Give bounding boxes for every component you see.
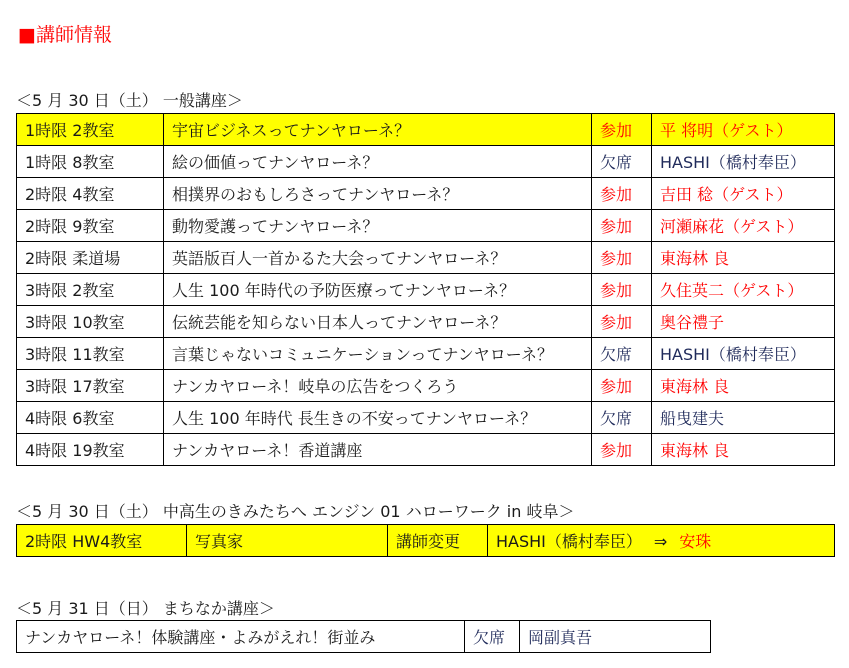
- teacher-after: 安珠: [679, 532, 712, 551]
- cell-time: 3時限 10教室: [17, 306, 164, 338]
- cell-teacher: 河瀬麻花（ゲスト）: [652, 210, 835, 242]
- table-row: [17, 434, 835, 466]
- cell-time: 3時限 17教室: [17, 370, 164, 402]
- table-row: [17, 274, 835, 306]
- cell-title: 言葉じゃないコミュニケーションってナンヤローネ？: [164, 338, 592, 370]
- cell-time: 2時限 4教室: [17, 178, 164, 210]
- arrow-icon: ⇒: [653, 532, 668, 551]
- cell-title: 英語版百人一首かるた大会ってナンヤローネ？: [164, 242, 592, 274]
- cell-teacher: 平 将明（ゲスト）: [652, 114, 835, 146]
- cell-status: 参加: [592, 210, 652, 242]
- cell-status: 欠席: [592, 402, 652, 434]
- cell-status: 参加: [592, 306, 652, 338]
- cell-status: 参加: [592, 242, 652, 274]
- section-heading-hellowork: ＜5 月 30 日（土） 中高生のきみたちへ エンジン 01 ハローワーク in 岐阜＞: [16, 502, 575, 521]
- cell-time: 2時限 9教室: [17, 210, 164, 242]
- cell-title: ナンカヤローネ！岐阜の広告をつくろう: [164, 370, 592, 402]
- table-row: [17, 338, 835, 370]
- cell-title: ナンカヤローネ！体験講座・よみがえれ！街並み: [17, 621, 465, 653]
- cell-teacher: 岡副真吾: [520, 621, 711, 653]
- cell-title: ナンカヤローネ！香道講座: [164, 434, 592, 466]
- cell-status: 参加: [592, 434, 652, 466]
- cell-time: 4時限 19教室: [17, 434, 164, 466]
- cell-title: 動物愛護ってナンヤローネ？: [164, 210, 592, 242]
- cell-teacher: HASHI（橋村奉臣）: [652, 146, 835, 178]
- cell-status: 欠席: [465, 621, 520, 653]
- cell-time: 1時限 2教室: [17, 114, 164, 146]
- table-row: [17, 146, 835, 178]
- cell-time: 2時限 HW4教室: [17, 525, 187, 557]
- cell-time: 4時限 6教室: [17, 402, 164, 434]
- table-row: [17, 178, 835, 210]
- cell-teacher: 東海林 良: [652, 434, 835, 466]
- table-row: [17, 525, 835, 557]
- cell-title: 伝統芸能を知らない日本人ってナンヤローネ？: [164, 306, 592, 338]
- cell-status: 参加: [592, 274, 652, 306]
- cell-time: 3時限 2教室: [17, 274, 164, 306]
- cell-title: 相撲界のおもしろさってナンヤローネ？: [164, 178, 592, 210]
- cell-title: 絵の価値ってナンヤローネ？: [164, 146, 592, 178]
- cell-time: 1時限 8教室: [17, 146, 164, 178]
- cell-status: 参加: [592, 114, 652, 146]
- cell-status: 欠席: [592, 146, 652, 178]
- cell-teacher: 船曳建夫: [652, 402, 835, 434]
- cell-title: 宇宙ビジネスってナンヤローネ？: [164, 114, 592, 146]
- section-heading-machinaka: ＜5 月 31 日（日） まちなか講座＞: [16, 599, 275, 618]
- section-heading-general: ＜5 月 30 日（土） 一般講座＞: [16, 91, 243, 110]
- cell-teacher: 久住英二（ゲスト）: [652, 274, 835, 306]
- cell-time: 3時限 11教室: [17, 338, 164, 370]
- hellowork-table: [16, 524, 835, 557]
- cell-title: 人生 100 年時代の予防医療ってナンヤローネ？: [164, 274, 592, 306]
- cell-status: 講師変更: [388, 525, 488, 557]
- table-row: [17, 402, 835, 434]
- table-row: [17, 210, 835, 242]
- machinaka-table: [16, 620, 711, 653]
- cell-teacher: HASHI（橋村奉臣）: [652, 338, 835, 370]
- cell-status: 参加: [592, 178, 652, 210]
- general-lecture-table: [16, 113, 835, 466]
- cell-teacher: 東海林 良: [652, 242, 835, 274]
- cell-title: 人生 100 年時代 長生きの不安ってナンヤローネ？: [164, 402, 592, 434]
- table-row: [17, 306, 835, 338]
- cell-teacher: 奥谷禮子: [652, 306, 835, 338]
- cell-teacher: 東海林 良: [652, 370, 835, 402]
- cell-title: 写真家: [187, 525, 388, 557]
- section-title: ■講師情報: [18, 24, 112, 46]
- cell-status: 欠席: [592, 338, 652, 370]
- table-row: [17, 370, 835, 402]
- cell-teacher-change: [488, 525, 835, 557]
- cell-teacher: 吉田 稔（ゲスト）: [652, 178, 835, 210]
- cell-time: 2時限 柔道場: [17, 242, 164, 274]
- cell-status: 参加: [592, 370, 652, 402]
- teacher-before: HASHI（橋村奉臣）: [496, 532, 642, 551]
- table-row: [17, 621, 711, 653]
- table-row: [17, 114, 835, 146]
- table-row: [17, 242, 835, 274]
